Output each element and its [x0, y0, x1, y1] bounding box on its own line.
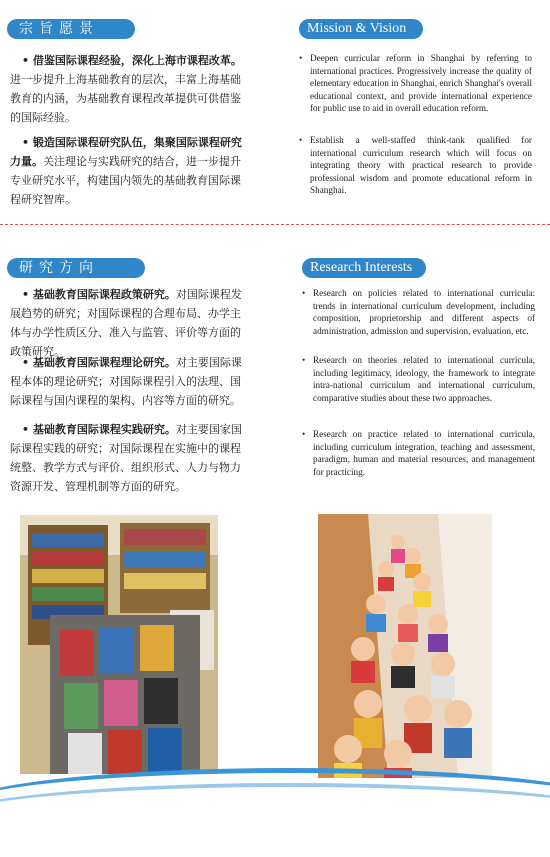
section-divider: [0, 224, 550, 225]
research-cn-text-3: 对主要国家国际课程实践的研究；对国际课程在实施中的课程统整、教学方式与评价、组织形式、人力与物力资源开发、管理机制等方面的研究。: [10, 423, 242, 493]
mission-en-paragraph-2: • Establish a well-staffed think-tank qualified for international curriculum research which will focus on integrating theory with practical research to provide professional wisdom and promote educational reform in Shanghai.: [310, 134, 532, 197]
research-cn-paragraph-2: [10, 353, 242, 410]
research-cn-paragraph-1: [10, 285, 242, 361]
research-cn-bold-2: • 基础教育国际课程理论研究。: [22, 356, 176, 369]
bottom-wave-dark: [0, 768, 550, 843]
research-cn-bold-text-1: 基础教育国际课程政策研究。: [32, 288, 176, 301]
mission-en-paragraph-1: • Deepen curricular reform in Shanghai by referring to international practices. Progressively increase the quality of elementary education in Shanghai, enrich Shanghai's overall educational context, and provide international experience for public use to aid in overall education reform.: [310, 52, 532, 115]
research-cn-bold-1: • 基础教育国际课程政策研究。: [22, 288, 176, 301]
mission-cn-bold-text-2: 锻造国际课程研究队伍，集聚国际课程研究力量。: [10, 136, 242, 168]
schoolchildren-photo: [318, 514, 492, 778]
section2-header-en: Research Interests: [302, 258, 426, 278]
mission-cn-bold-1: • 借鉴国际课程经验，深化上海市课程改革。: [22, 54, 242, 67]
section1-header-en: Mission & Vision: [299, 19, 423, 39]
research-en-paragraph-2: • Research on theories related to international curricula, including legitimacy, ideology, the framework to integrate intra-national curriculum and international curriculum, comparative studies about these two approaches.: [313, 354, 535, 404]
section1-header-cn: 宗旨愿景: [7, 19, 135, 39]
research-cn-bold-text-3: 基础教育国际课程实践研究。: [32, 423, 176, 436]
research-cn-paragraph-3: [10, 420, 242, 496]
mission-cn-bold-text-1: 借鉴国际课程经验，深化上海市课程改革。: [32, 54, 242, 67]
research-en-paragraph-1: • Research on policies related to international curricula: trends in international curriculum development, including composition, proprietorship and different aspects of administration, admission and supervision, evaluation, etc.: [313, 287, 535, 337]
research-cn-bold-text-2: 基础教育国际课程理论研究。: [32, 356, 176, 369]
research-en-paragraph-3: • Research on practice related to international curricula, including curriculum integration, teaching and assessment, paradigm, human and material resources, and management for practicing.: [313, 428, 535, 478]
mission-cn-paragraph-1: [10, 51, 242, 127]
mission-cn-text-1: 进一步提升上海基础教育的层次，丰富上海基础教育的内涵，为基础教育课程改革提供可供借鉴的国际经验。: [10, 73, 241, 124]
section2-header-cn: 研究方向: [7, 258, 145, 278]
bookstore-photo-art: [20, 515, 218, 774]
mission-cn-bold-2: • 锻造国际课程研究队伍，集聚国际课程研究力量。: [10, 136, 242, 168]
mission-cn-paragraph-2: [10, 133, 242, 209]
schoolchildren-photo-art: [318, 514, 492, 778]
bookstore-photo: [20, 515, 218, 774]
research-cn-text-2: 对主要国际课程本体的理论研究；对国际课程引入的法理、国际课程与国内课程的架构、内容等方面的研究。: [10, 356, 242, 407]
research-cn-bold-3: • 基础教育国际课程实践研究。: [22, 423, 176, 436]
mission-cn-text-2: 关注理论与实践研究的结合，进一步提升专业研究水平，构建国内领先的基础教育国际课程研究智库。: [10, 155, 241, 206]
research-cn-text-1: 对国际课程发展趋势的研究；对国际课程的合理布局、办学主体与办学性质区分、准入与监管、评价等方面的政策研究。: [10, 288, 242, 358]
